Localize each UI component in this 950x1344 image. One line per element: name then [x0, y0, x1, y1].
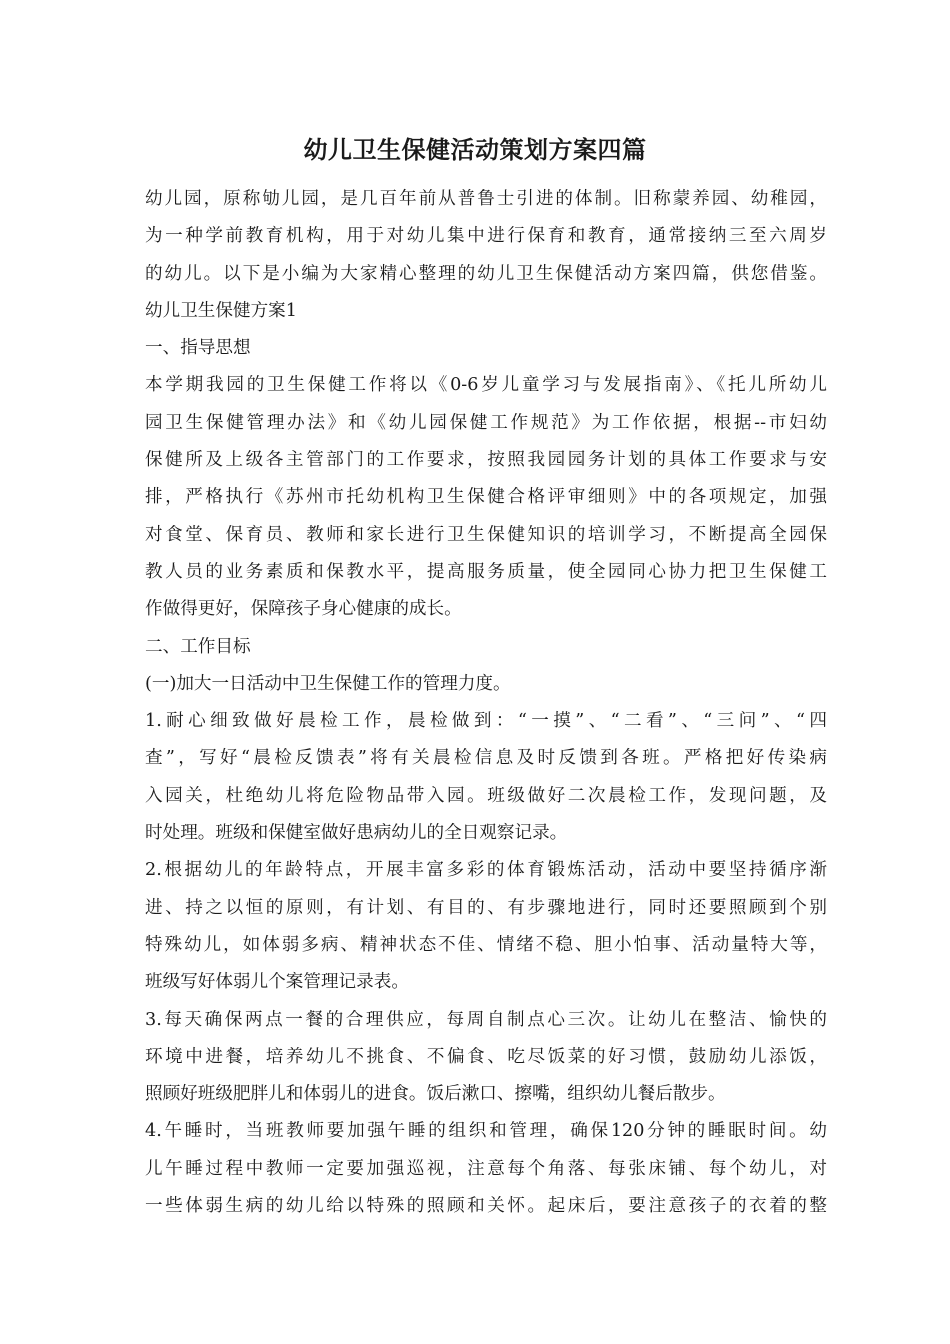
- text-line: 3.每天确保两点一餐的合理供应，每周自制点心三次。让幼儿在整洁、愉快的: [145, 1009, 827, 1030]
- text-line: 2.根据幼儿的年龄特点，开展丰富多彩的体育锻炼活动，活动中要坚持循序渐: [145, 860, 827, 881]
- text-line: 为一种学前教育机构，用于对幼儿集中进行保育和教育，通常接纳三至六周岁: [145, 226, 827, 247]
- text-line: 进、持之以恒的原则，有计划、有目的、有步骤地进行，同时还要照顾到个别: [145, 897, 827, 918]
- text-line: 园卫生保健管理办法》和《幼儿园保健工作规范》为工作依据，根据--市妇幼: [145, 412, 827, 433]
- text-line: 二、工作目标: [145, 636, 251, 657]
- text-line: 特殊幼儿，如体弱多病、精神状态不佳、情绪不稳、胆小怕事、活动量特大等，: [145, 934, 827, 955]
- text-line: 环境中进餐，培养幼儿不挑食、不偏食、吃尽饭菜的好习惯，鼓励幼儿添饭，: [145, 1046, 827, 1067]
- text-line: 的幼儿。以下是小编为大家精心整理的幼儿卫生保健活动方案四篇，供您借鉴。: [145, 263, 827, 284]
- text-line: (一)加大一日活动中卫生保健工作的管理力度。: [145, 673, 511, 694]
- text-line: 1.耐心细致做好晨检工作，晨检做到：“一摸”、“二看”、“三问”、“四: [145, 711, 827, 732]
- text-line: 对食堂、保育员、教师和家长进行卫生保健知识的培训学习，不断提高全园保: [145, 524, 827, 545]
- text-line: 本学期我园的卫生保健工作将以《0-6岁儿童学习与发展指南》、《托儿所幼儿: [145, 375, 827, 396]
- text-line: 查”，写好“晨检反馈表”将有关晨检信息及时反馈到各班。严格把好传染病: [145, 748, 827, 769]
- text-line: 一、指导思想: [145, 338, 251, 359]
- text-line: 教人员的业务素质和保教水平，提高服务质量，使全园同心协力把卫生保健工: [145, 561, 827, 582]
- text-line: 4.午睡时，当班教师要加强午睡的组织和管理，确保120分钟的睡眠时间。幼: [145, 1121, 827, 1142]
- text-line: 儿午睡过程中教师一定要加强巡视，注意每个角落、每张床铺、每个幼儿，对: [145, 1158, 827, 1179]
- text-line: 保健所及上级各主管部门的工作要求，按照我园园务计划的具体工作要求与安: [145, 450, 827, 471]
- text-line: 时处理。班级和保健室做好患病幼儿的全日观察记录。: [145, 823, 568, 844]
- text-line: 照顾好班级肥胖儿和体弱儿的进食。饭后漱口、擦嘴，组织幼儿餐后散步。: [145, 1084, 726, 1105]
- document-title: 幼儿卫生保健活动策划方案四篇: [303, 135, 647, 164]
- text-line: 幼儿卫生保健方案1: [145, 300, 297, 321]
- text-line: 作做得更好，保障孩子身心健康的成长。: [145, 599, 462, 620]
- text-line: 班级写好体弱儿个案管理记录表。: [145, 972, 409, 993]
- text-line: 排，严格执行《苏州市托幼机构卫生保健合格评审细则》中的各项规定，加强: [145, 487, 827, 508]
- text-line: 幼儿园，原称劬儿园，是几百年前从普鲁士引进的体制。旧称蒙养园、幼稚园，: [145, 189, 827, 209]
- text-line: 入园关，杜绝幼儿将危险物品带入园。班级做好二次晨检工作，发现问题，及: [145, 785, 827, 806]
- text-line: 一些体弱生病的幼儿给以特殊的照顾和关怀。起床后，要注意孩子的衣着的整: [145, 1196, 827, 1217]
- document-body: [145, 181, 827, 1225]
